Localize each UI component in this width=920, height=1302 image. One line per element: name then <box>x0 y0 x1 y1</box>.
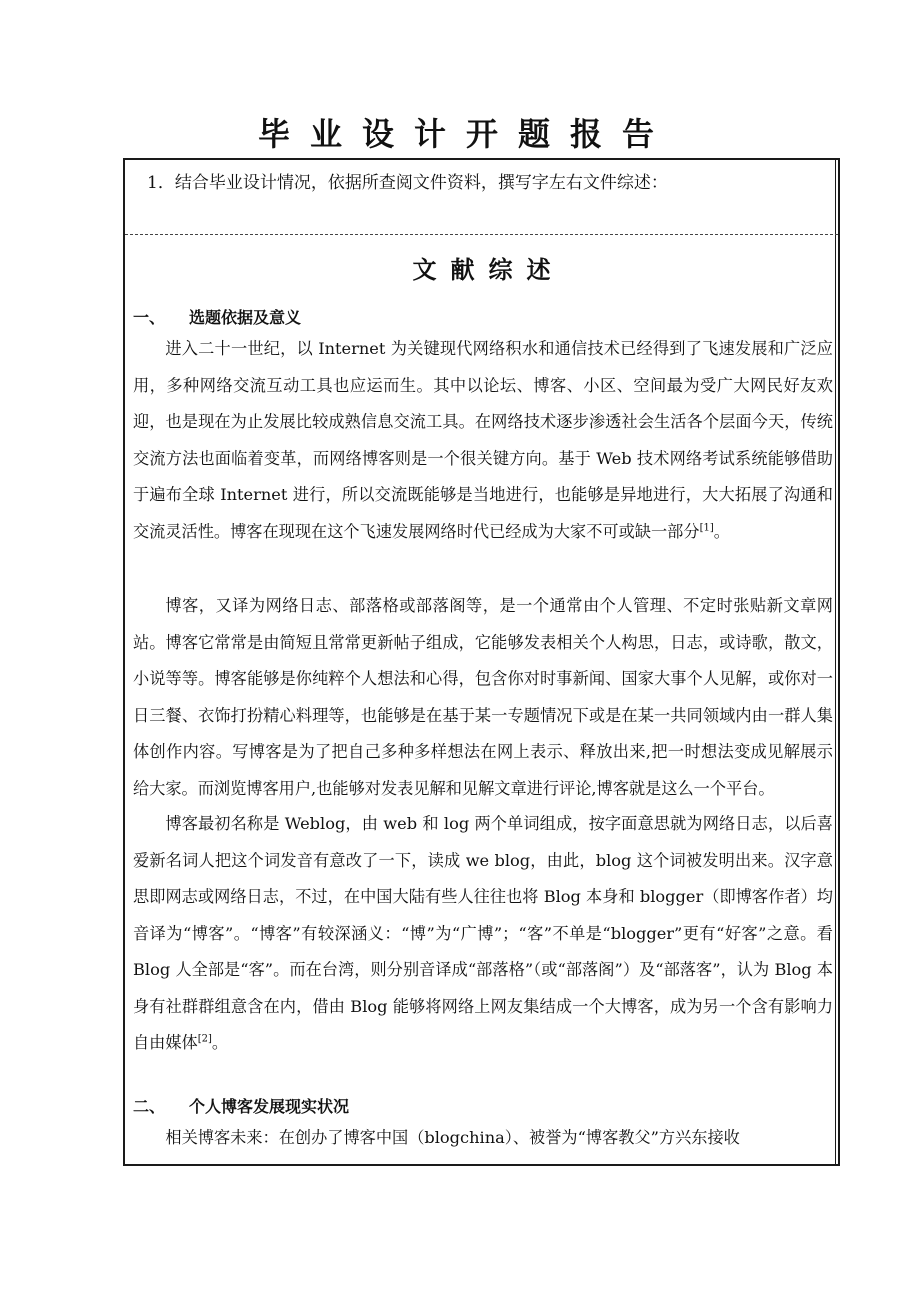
literature-review-heading: 文献综述 <box>412 256 565 284</box>
citation-ref: [2] <box>197 1033 212 1045</box>
section-heading-2 <box>133 1093 349 1121</box>
paragraph <box>133 331 833 550</box>
paragraph-text: 进入二十一世纪，以 Internet 为关键现代网络积水和通信技术已经得到了飞速发展和广泛应用，多种网络交流互动工具也应运而生。其中以论坛、博客、小区、空间最为受广大网民好友欢迎，也是现在为止发展比较成熟信息交流工具。在网络技术逐步渗透社会生活各个层面今天，传统交流方法也面临着变革，而网络博客则是一个很关键方向。基于 Web 技术网络考试系统能够借助于遍布全球 Internet 进行，所以交流既能够是当地进行，也能够是异地进行，大大拓展了沟通和交流灵活性。博客在现现在这个飞速发展网络时代已经成为大家不可或缺一部分 <box>133 339 833 541</box>
frame-double-border <box>835 160 836 1164</box>
paragraph <box>133 806 833 1062</box>
section-title: 选题依据及意义 <box>189 308 302 327</box>
paragraph-end: 。 <box>211 1033 229 1052</box>
paragraph-text: 博客最初名称是 Weblog，由 web 和 log 两个单词组成，按字面意思就为网络日志，以后喜爱新名词人把这个词发音有意改了一下，读成 we blog，由此，blog 这个词被发明出来。汉字意思即网志或网络日志，不过，在中国大陆有些人往往也将 Blog 本身和 blogger（即博客作者）均音译为“博客”。“博客”有较深涵义：“博”为“广博”；“客”不单是“blogger”更有“好客”之意。看 Blog 人全部是“客”。而在台湾，则分别音译成“部落格”（或“部落阁”）及“部落客”，认为 Blog 本身有社群群组意含在内，借由 Blog 能够将网络上网友集结成一个大博客，成为另一个含有影响力自由媒体 <box>133 814 833 1052</box>
paragraph-text: 相关博客未来：在创办了博客中国（blogchina）、被誉为“博客教父”方兴东接收 <box>165 1128 740 1147</box>
paragraph-end: 。 <box>713 521 730 541</box>
citation-ref: [1] <box>699 522 714 534</box>
paragraph-text: 博客，又译为网络日志、部落格或部落阁等，是一个通常由个人管理、不定时张贴新文章网站。博客它常常是由简短且常常更新帖子组成，它能够发表相关个人构思，日志，或诗歌，散文，小说等等。博客能够是你纯粹个人想法和心得，包含你对时事新闻、国家大事个人见解，或你对一日三餐、衣饰打扮精心料理等，也能够是在基于某一专题情况下或是在某一共同领域内由一群人集体创作内容。写博客是为了把自己多种多样想法在网上表示、释放出来,把一时想法变成见解展示给大家。而浏览博客用户,也能够对发表见解和见解文章进行评论,博客就是这么一个平台。 <box>133 596 833 798</box>
page-title: 毕业设计开题报告 <box>257 115 674 153</box>
instruction-text: 1．结合毕业设计情况，依据所查阅文件资料，撰写字左右文件综述： <box>147 173 668 193</box>
section-title: 个人博客发展现实状况 <box>189 1097 350 1116</box>
paragraph <box>133 1120 833 1157</box>
section-number: 一、 <box>133 308 166 327</box>
dashed-divider <box>125 234 838 235</box>
section-number: 二、 <box>133 1097 166 1116</box>
paragraph <box>133 588 833 807</box>
report-form-frame <box>123 158 840 1166</box>
section-heading-1 <box>133 304 301 332</box>
